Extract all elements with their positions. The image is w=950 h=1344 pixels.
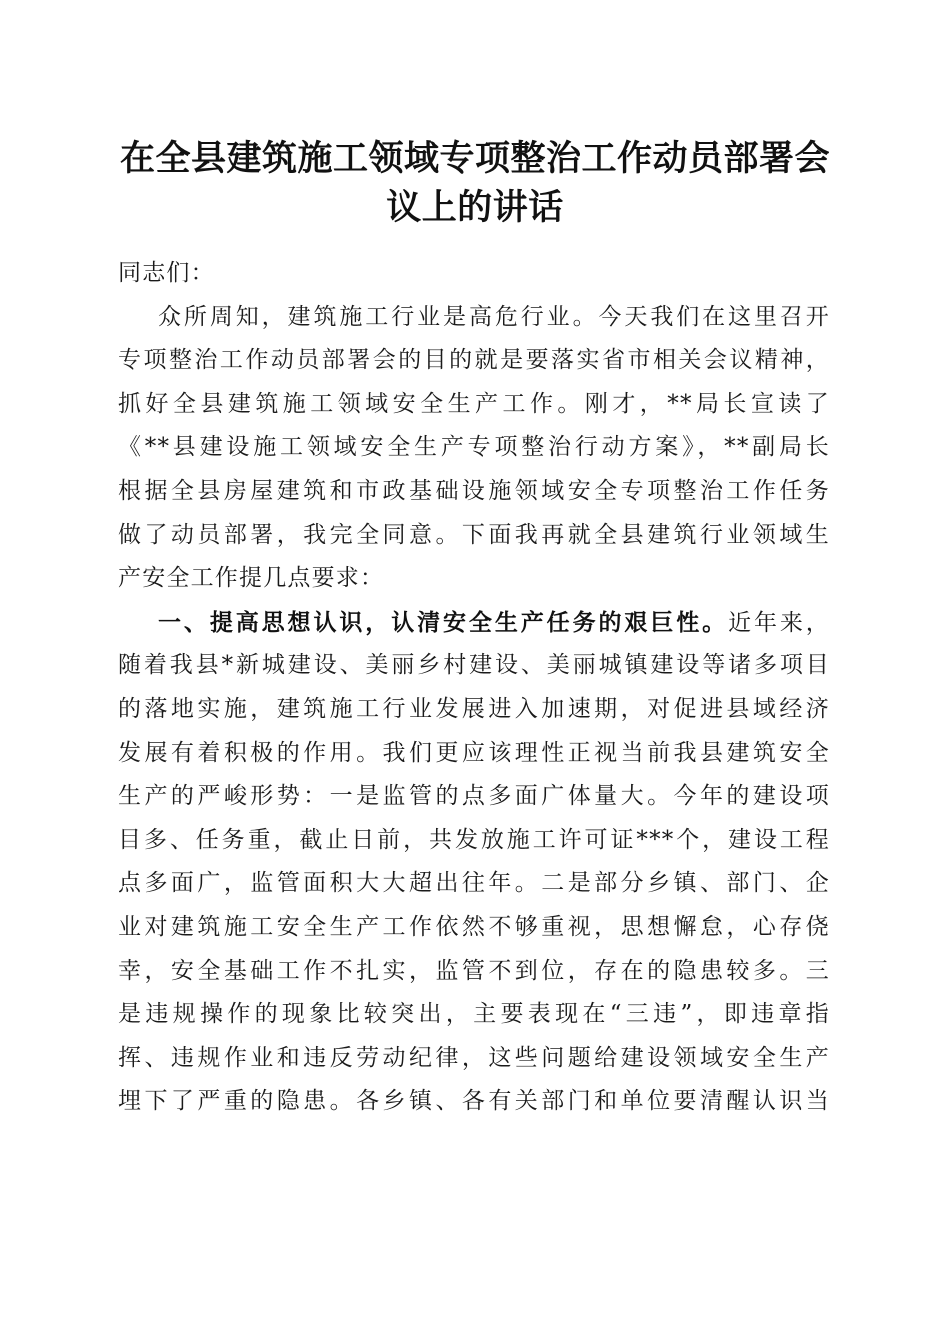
salutation: 同志们： — [118, 260, 215, 286]
section-heading: 一、提高思想认识，认清安全生产任务的艰巨性。 — [158, 608, 729, 636]
document-body — [118, 252, 830, 1124]
paragraph-line: 专项整治工作动员部署会的目的就是要落实省市相关会议精神， — [118, 347, 830, 374]
paragraph-line: 幸，安全基础工作不扎实，监管不到位，存在的隐患较多。三 — [118, 957, 830, 984]
title-line-1: 在全县建筑施工领域专项整治工作动员部署会 — [119, 138, 830, 179]
paragraph-line: 的落地实施，建筑施工行业发展进入加速期，对促进县域经济 — [118, 695, 830, 722]
paragraph-line: 是违规操作的现象比较突出，主要表现在“三违”，即违章指 — [118, 1001, 830, 1028]
paragraph-line: 埋下了严重的隐患。各乡镇、各有关部门和单位要清醒认识当 — [118, 1088, 830, 1115]
section-heading-rest: 近年来， — [728, 609, 830, 636]
paragraph-line: 点多面广，监管面积大大超出往年。二是部分乡镇、部门、企 — [118, 870, 830, 897]
section-heading-line — [118, 601, 830, 645]
paragraph-line: 发展有着积极的作用。我们更应该理性正视当前我县建筑安全 — [118, 739, 830, 766]
paragraph-line: 产安全工作提几点要求： — [118, 565, 385, 592]
paragraph-line: 《**县建设施工领域安全生产专项整治行动方案》，**副局长 — [118, 434, 830, 461]
paragraph-line: 挥、违规作业和违反劳动纪律，这些问题给建设领域安全生产 — [118, 1044, 830, 1071]
paragraph-line: 业对建筑施工安全生产工作依然不够重视，思想懈怠，心存侥 — [118, 913, 830, 940]
paragraph-line: 目多、任务重，截止日前，共发放施工许可证***个，建设工程 — [118, 826, 830, 853]
title-line-2: 议上的讲话 — [386, 187, 564, 228]
paragraph-line: 做了动员部署，我完全同意。下面我再就全县建筑行业领域生 — [118, 521, 830, 548]
paragraph-line: 抓好全县建筑施工领域安全生产工作。刚才，**局长宣读了 — [118, 390, 830, 417]
paragraph-line: 生产的严峻形势：一是监管的点多面广体量大。今年的建设项 — [118, 783, 830, 810]
paragraph-line: 众所周知，建筑施工行业是高危行业。今天我们在这里召开 — [158, 303, 830, 330]
paragraph-line: 根据全县房屋建筑和市政基础设施领域安全专项整治工作任务 — [118, 477, 830, 504]
document-title — [110, 134, 840, 232]
paragraph-line: 随着我县*新城建设、美丽乡村建设、美丽城镇建设等诸多项目 — [118, 652, 830, 679]
